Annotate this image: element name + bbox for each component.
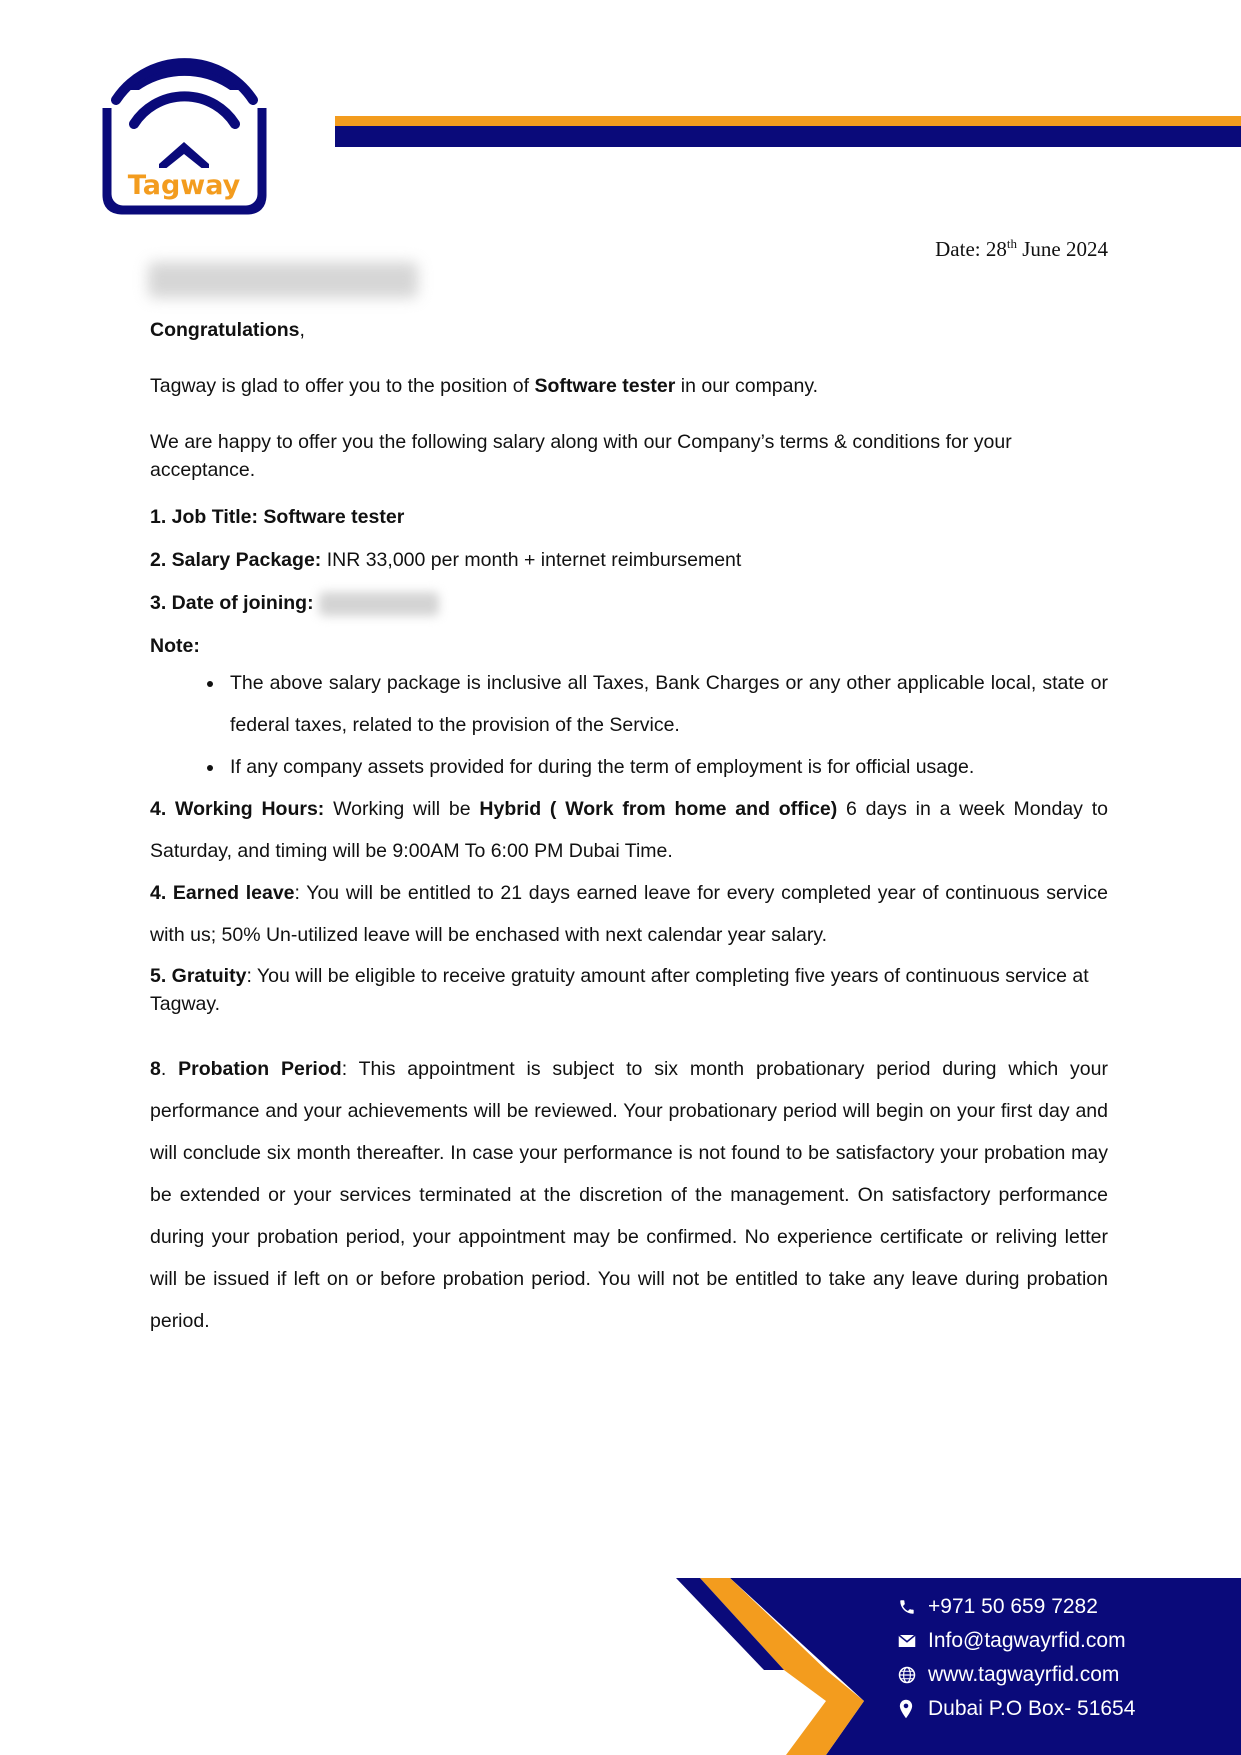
contact-address — [898, 1692, 1135, 1726]
notes-list — [150, 662, 1108, 788]
letter-date: Date: 28th June 2024 — [935, 236, 1108, 261]
note-item: • The above salary package is inclusive all Taxes, Bank Charges or any other applicable local, state or federal taxes, related to the provision of the Service. — [225, 662, 1108, 746]
header-band-navy — [335, 126, 1241, 147]
item-date-of-joining: 3. Date of joining: — [150, 589, 1108, 617]
website-text[interactable]: www.tagwayrfid.com — [928, 1663, 1120, 1686]
location-pin-icon — [898, 1699, 928, 1719]
address-text: Dubai P.O Box- 51654 — [928, 1697, 1136, 1720]
greeting: Congratulations, — [150, 319, 305, 341]
item-working-hours: 4. Working Hours: Working will be Hybrid ( Work from home and office) 6 days in a week Monday to Saturday, and timing will be 9:00AM To 6:00 PM Dubai Time. — [150, 798, 1108, 862]
note-label: Note: — [150, 635, 200, 657]
header-band-orange — [335, 116, 1241, 126]
contact-phone — [898, 1590, 1135, 1624]
recipient-name-redacted — [148, 262, 418, 298]
intro-paragraph: Tagway is glad to offer you to the position of Software tester in our company. — [150, 375, 819, 397]
globe-icon — [898, 1666, 928, 1684]
footer-contacts — [898, 1590, 1135, 1726]
mail-icon — [898, 1634, 928, 1648]
item-salary: 2. Salary Package: INR 33,000 per month + internet reimbursement — [150, 549, 742, 571]
phone-icon — [898, 1598, 928, 1616]
phone-text: +971 50 659 7282 — [928, 1595, 1098, 1618]
joining-date-redacted — [319, 592, 439, 616]
item-probation: 8. Probation Period: This appointment is subject to six month probationary period during which your performance and your achievements will be reviewed. Your probationary period will begin on your first day and will conclude six month thereafter. In case your performance is not found to be satisfactory your probation may be extended or your services terminated at the discretion of the management. On satisfactory performance during your probation period, your appointment may be confirmed. No experience certificate or reliving letter will be issued if left on or before probation period. You will not be entitled to take any leave during probation period. — [150, 1058, 1108, 1332]
item-gratuity: 5. Gratuity: You will be eligible to receive gratuity amount after completing five years of continuous service at Tagway. — [150, 965, 1089, 1015]
logo-wordmark: Tagway — [127, 170, 241, 201]
contact-website — [898, 1658, 1135, 1692]
email-text[interactable]: Info@tagwayrfid.com — [928, 1629, 1126, 1652]
letter-body — [150, 316, 1108, 1342]
note-item: • If any company assets provided for during the term of employment is for official usage. — [225, 746, 1108, 788]
contact-email — [898, 1624, 1135, 1658]
item-job-title: 1. Job Title: Software tester — [150, 506, 405, 528]
header-band — [335, 116, 1241, 147]
item-earned-leave: 4. Earned leave: You will be entitled to 21 days earned leave for every completed year of continuous service with us; 50% Un-utilized leave will be enchased with next calendar year salary. — [150, 882, 1108, 946]
tagway-logo — [102, 50, 267, 215]
offer-paragraph: We are happy to offer you the following salary along with our Company’s terms & conditions for your acceptance. — [150, 431, 1012, 481]
